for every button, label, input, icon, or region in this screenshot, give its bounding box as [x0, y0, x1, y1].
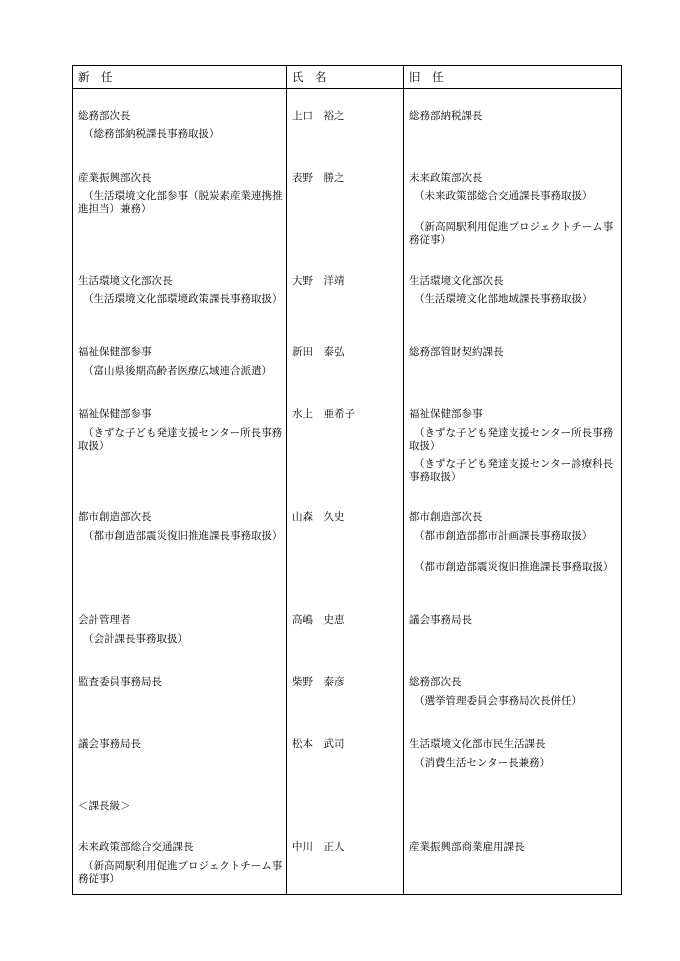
row-name: 高嶋 史恵	[292, 614, 345, 626]
row-new-sub: （生活環境文化部参事（脱炭素産業連携推進担当）兼務）	[78, 190, 283, 215]
row-name: 水上 亜希子	[292, 408, 355, 420]
row-name: 中川 正人	[292, 841, 345, 853]
column-divider-1	[286, 66, 287, 894]
row-new-title: 福祉保健部参事	[78, 346, 152, 358]
row-new-sub: （富山県後期高齢者医療広域連合派遣）	[83, 365, 272, 377]
row-old-sub: （都市創造部都市計画課長事務取扱）	[414, 530, 593, 542]
row-old-sub: （きずな子ども発達支援センター所長事務取扱）	[409, 427, 614, 452]
row-old-title: 都市創造部次長	[409, 511, 483, 523]
personnel-table	[72, 65, 622, 895]
row-name: 新田 泰弘	[292, 346, 345, 358]
header-name: 氏 名	[292, 70, 327, 84]
row-new-sub: （新高岡駅利用促進プロジェクトチーム事務従事）	[78, 860, 283, 885]
row-old-sub: （新高岡駅利用促進プロジェクトチーム事務従事）	[409, 221, 614, 246]
row-old-title: 未来政策部次長	[409, 172, 483, 184]
row-new-title: 福祉保健部参事	[78, 408, 152, 420]
row-old-title: 総務部管財契約課長	[409, 346, 504, 358]
row-old-title: 議会事務局長	[409, 614, 472, 626]
row-old-sub: （生活環境文化部地域課長事務取扱）	[414, 293, 593, 305]
row-old-sub: （都市創造部震災復旧推進課長事務取扱）	[414, 561, 614, 573]
row-old-title: 産業振興部商業雇用課長	[409, 841, 525, 853]
row-old-title: 福祉保健部参事	[409, 408, 483, 420]
row-new-title: 会計管理者	[78, 614, 131, 626]
row-new-title: 総務部次長	[78, 110, 131, 122]
row-new-title: 監査委員事務局長	[78, 676, 162, 688]
row-name: 松本 武司	[292, 738, 345, 750]
row-new-title: 未来政策部総合交通課長	[78, 841, 194, 853]
row-new-title: 議会事務局長	[78, 738, 141, 750]
header-old-position: 旧 任	[409, 70, 444, 84]
row-old-title: 総務部次長	[409, 676, 462, 688]
row-new-title: 生活環境文化部次長	[78, 275, 173, 287]
row-old-sub: （選挙管理委員会事務局次長併任）	[414, 695, 582, 707]
row-name: 山森 久史	[292, 511, 345, 523]
section-label: ＜課長級＞	[78, 800, 131, 812]
row-new-title: 産業振興部次長	[78, 172, 152, 184]
row-new-sub: （都市創造部震災復旧推進課長事務取扱）	[83, 530, 283, 542]
row-old-sub: （未来政策部総合交通課長事務取扱）	[414, 190, 593, 202]
row-new-title: 都市創造部次長	[78, 511, 152, 523]
row-name: 大野 洋靖	[292, 275, 345, 287]
row-new-sub: （きずな子ども発達支援センター所長事務取扱）	[78, 427, 283, 452]
column-divider-2	[403, 66, 404, 894]
row-old-sub: （きずな子ども発達支援センター診療科長事務取扱）	[409, 458, 614, 483]
row-name: 上口 裕之	[292, 110, 345, 122]
row-old-title: 生活環境文化部市民生活課長	[409, 738, 546, 750]
row-name: 表野 勝之	[292, 172, 345, 184]
row-new-sub: （会計課長事務取扱）	[83, 633, 188, 645]
row-old-title: 生活環境文化部次長	[409, 275, 504, 287]
row-old-sub: （消費生活センター長兼務）	[414, 757, 551, 769]
header-new-position: 新 任	[78, 70, 113, 84]
row-new-sub: （生活環境文化部環境政策課長事務取扱）	[83, 293, 283, 305]
row-new-sub: （総務部納税課長事務取扱）	[83, 128, 220, 140]
row-old-title: 総務部納税課長	[409, 110, 483, 122]
row-name: 柴野 泰彦	[292, 676, 345, 688]
header-divider	[73, 88, 621, 89]
